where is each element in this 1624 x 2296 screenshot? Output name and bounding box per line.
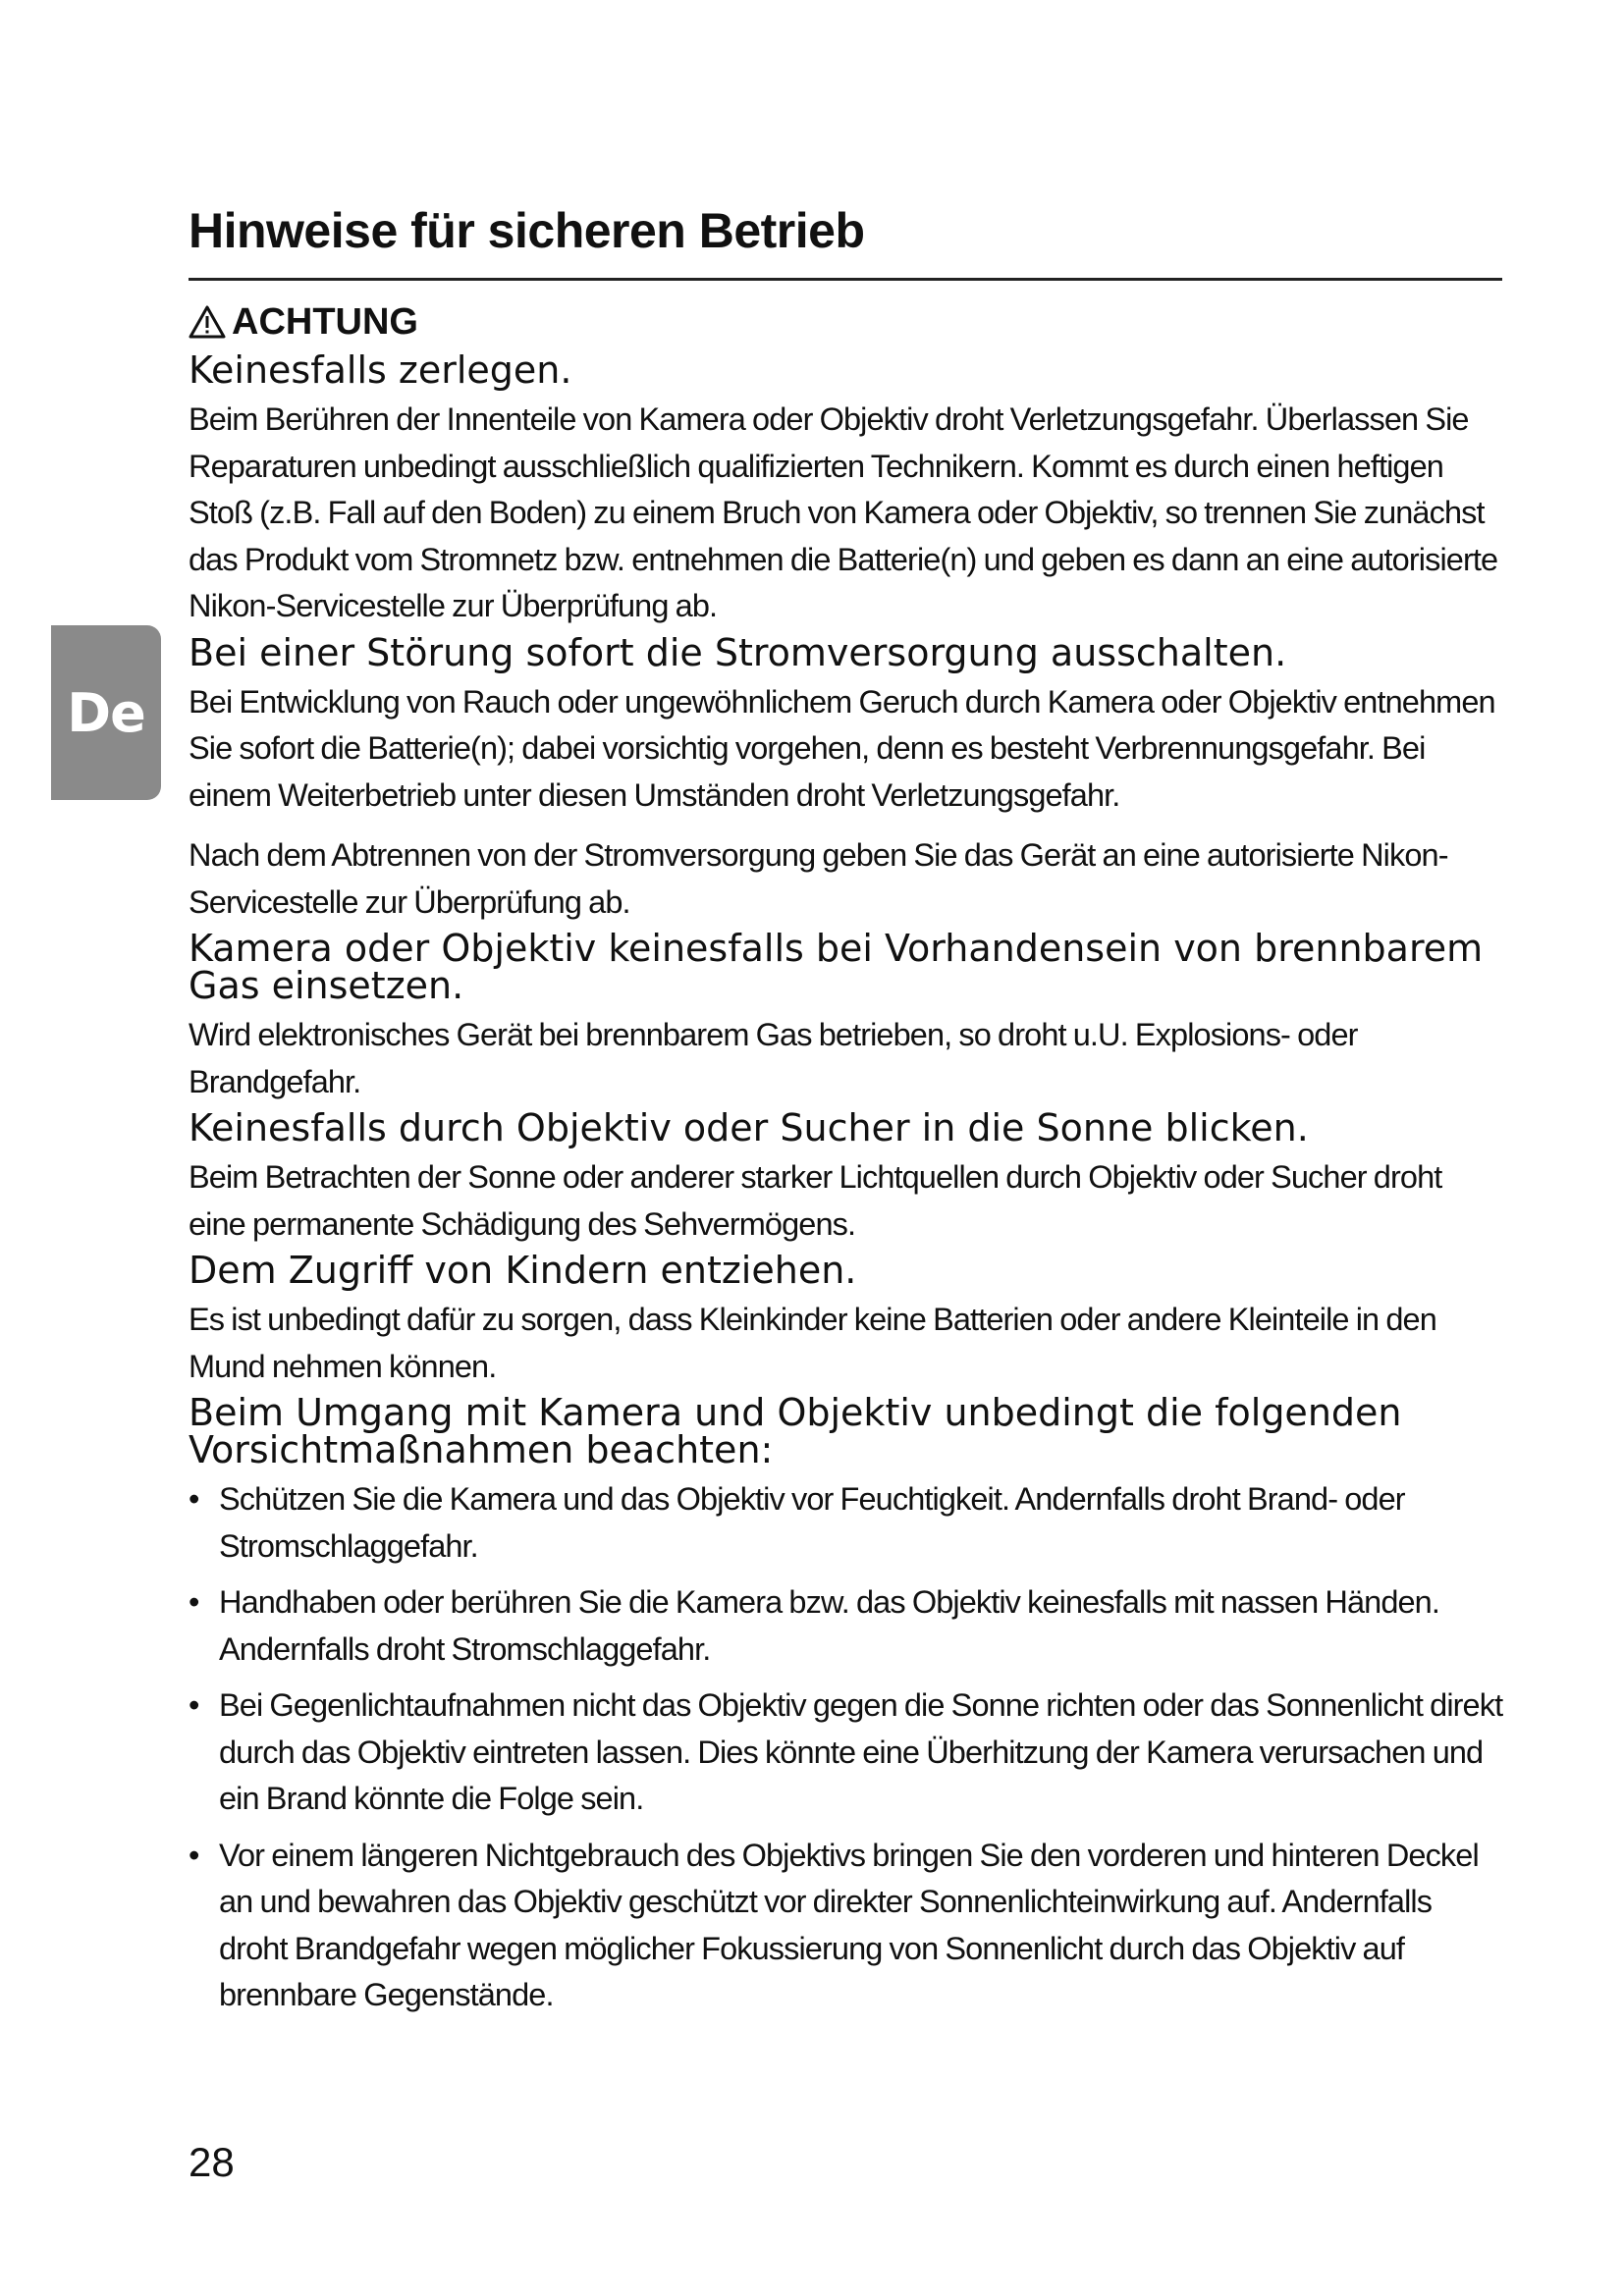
warning-label: ACHTUNG: [232, 301, 418, 343]
section-precautions: [189, 1391, 1504, 2019]
section-body: Beim Betrachten der Sonne oder anderer starker Lichtquellen durch Objektiv oder Sucher droht eine permanente Schädigung des Sehvermögens.: [189, 1159, 1442, 1242]
bullet-icon: •: [189, 1687, 199, 1723]
section-heading: Beim Umgang mit Kamera und Objektiv unbedingt die folgenden Vorsichtmaßnahmen beachten:: [189, 1391, 1402, 1471]
list-item: [189, 1682, 1504, 1823]
list-item: [189, 1579, 1504, 1673]
list-item-text: Handhaben oder berühren Sie die Kamera bzw. das Objektiv keinesfalls mit nassen Händen. Andernfalls droht Stromschlaggefahr.: [219, 1584, 1439, 1667]
section-heading: Keinesfalls durch Objektiv oder Sucher in die Sonne blicken.: [189, 1106, 1309, 1149]
bullet-icon: •: [189, 1837, 199, 1873]
section-malfunction: [189, 630, 1504, 927]
list-item-text: Schützen Sie die Kamera und das Objektiv vor Feuchtigkeit. Andernfalls droht Brand- oder Stromschlaggefahr.: [219, 1481, 1405, 1564]
bullet-icon: •: [189, 1481, 199, 1517]
section-heading: Dem Zugriff von Kindern entziehen.: [189, 1249, 857, 1292]
section-heading: Kamera oder Objektiv keinesfalls bei Vorhandensein von brennbarem Gas einsetzen.: [189, 927, 1484, 1007]
language-tab: [51, 625, 161, 800]
title-divider: [189, 278, 1502, 281]
section-body: Wird elektronisches Gerät bei brennbarem Gas betrieben, so droht u.U. Explosions- oder Brandgefahr.: [189, 1017, 1358, 1099]
language-tab-label: De: [67, 681, 145, 744]
section-flammable-gas: [189, 927, 1504, 1105]
page-number: 28: [189, 2139, 235, 2185]
list-item: [189, 1476, 1504, 1570]
section-sun: [189, 1106, 1504, 1248]
section-body-note: Nach dem Abtrennen von der Stromversorgung geben Sie das Gerät an eine autorisierte Nikon-Servicestelle zur Überprüfung ab.: [189, 837, 1448, 920]
list-item-text: Vor einem längeren Nichtgebrauch des Objektivs bringen Sie den vorderen und hinteren Deckel an und bewahren das Objektiv geschützt vor direkter Sonnenlichteinwirkung auf. Andernfalls droht Brandgefahr wegen möglicher Fokussierung von Sonnenlicht durch das Objektiv auf brennbare Gegenstände.: [219, 1837, 1479, 2012]
precaution-list: [189, 1476, 1504, 2019]
safety-content: [189, 298, 1504, 2029]
section-children: [189, 1249, 1504, 1390]
section-body: Es ist unbedingt dafür zu sorgen, dass Kleinkinder keine Batterien oder andere Kleinteile in den Mund nehmen können.: [189, 1302, 1436, 1384]
section-disassembly: [189, 348, 1504, 630]
list-item: [189, 1833, 1504, 2019]
warning-header: [189, 298, 1504, 346]
page-title: Hinweise für sicheren Betrieb: [189, 203, 865, 258]
warning-triangle-icon: [189, 305, 226, 339]
section-heading: Bei einer Störung sofort die Stromversorgung ausschalten.: [189, 630, 1287, 674]
section-heading: Keinesfalls zerlegen.: [189, 348, 572, 392]
section-body: Bei Entwicklung von Rauch oder ungewöhnlichem Geruch durch Kamera oder Objektiv entnehmen Sie sofort die Batterie(n); dabei vorsichtig vorgehen, denn es besteht Verbrennungsgefahr. Bei einem Weiterbetrieb unter diesen Umständen droht Verletzungsgefahr.: [189, 683, 1495, 813]
bullet-icon: •: [189, 1584, 199, 1620]
list-item-text: Bei Gegenlichtaufnahmen nicht das Objektiv gegen die Sonne richten oder das Sonnenlicht direkt durch das Objektiv eintreten lassen. Dies könnte eine Überhitzung der Kamera verursachen und ein Brand könnte die Folge sein.: [219, 1687, 1503, 1816]
section-body: Beim Berühren der Innenteile von Kamera oder Objektiv droht Verletzungsgefahr. Überlassen Sie Reparaturen unbedingt ausschließlich qualifizierten Technikern. Kommt es durch einen heftigen Stoß (z.B. Fall auf den Boden) zu einem Bruch von Kamera oder Objektiv, so trennen Sie zunächst das Produkt vom Stromnetz bzw. entnehmen die Batterie(n) und geben es dann an eine autorisierte Nikon-Servicestelle zur Überprüfung ab.: [189, 401, 1498, 623]
